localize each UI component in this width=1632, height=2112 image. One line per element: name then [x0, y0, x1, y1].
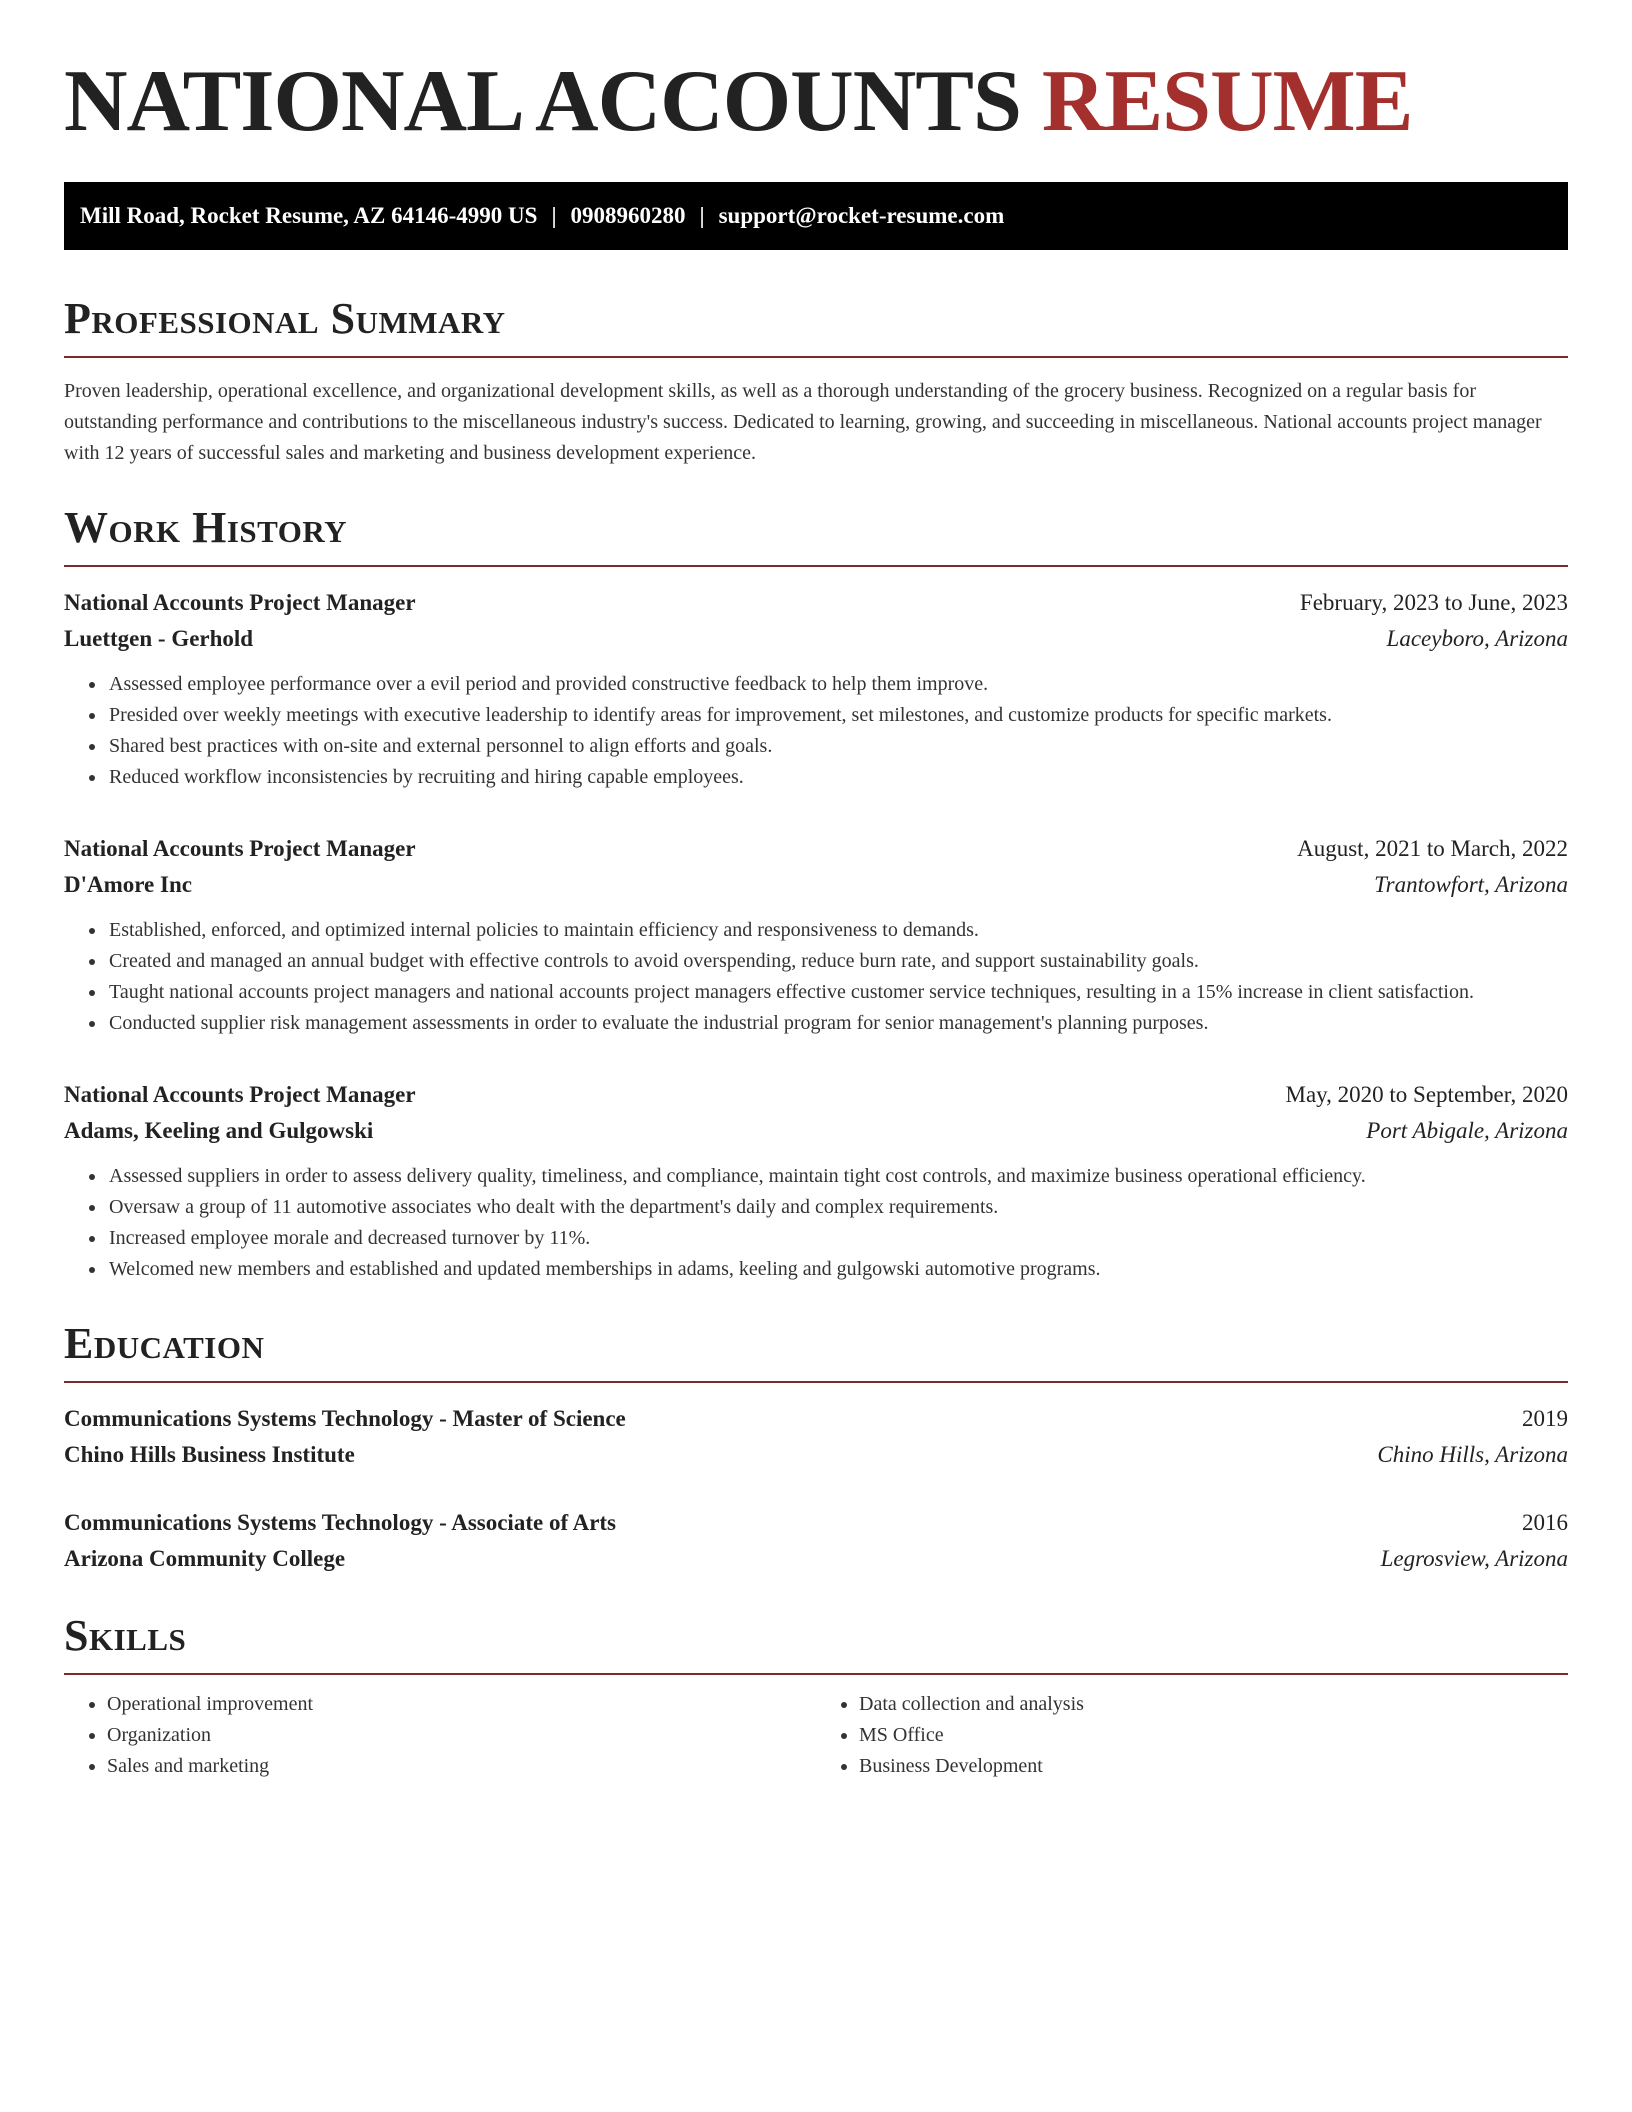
skill-item: • Data collection and analysis — [859, 1689, 1568, 1720]
job-dates: May, 2020 to September, 2020 — [1285, 1082, 1568, 1107]
job-bullets — [64, 915, 1568, 1039]
job-dates: February, 2023 to June, 2023 — [1299, 590, 1568, 615]
education-school-row — [64, 1437, 1568, 1473]
job-bullet: • Established, enforced, and optimized internal policies to maintain efficiency and responsiveness to demands. — [107, 915, 1568, 946]
section-divider — [64, 1673, 1568, 1675]
job-bullet: • Shared best practices with on-site and external personnel to align efforts and goals. — [107, 731, 1568, 762]
job-title: National Accounts Project Manager — [64, 1082, 416, 1107]
section-heading-work-history: Work History — [64, 503, 348, 552]
education-header-row — [64, 1505, 1568, 1541]
title-main: NATIONAL ACCOUNTS — [64, 53, 1021, 150]
job-bullets — [64, 669, 1568, 793]
job-entry — [64, 585, 1568, 793]
job-company: Luettgen - Gerhold — [64, 626, 254, 651]
job-location: Trantowfort, Arizona — [1374, 872, 1568, 897]
job-bullets — [64, 1161, 1568, 1285]
section-divider — [64, 356, 1568, 358]
skill-item: • Business Development — [859, 1751, 1568, 1782]
education-school-row — [64, 1541, 1568, 1577]
skill-item: • Sales and marketing — [107, 1751, 816, 1782]
section-divider — [64, 1381, 1568, 1383]
skills-list-right — [816, 1689, 1568, 1782]
job-bullet: • Increased employee morale and decreased turnover by 11%. — [107, 1223, 1568, 1254]
skills-list-left — [64, 1689, 816, 1782]
job-bullet: • Conducted supplier risk management assessments in order to evaluate the industrial program for senior management's planning purposes. — [107, 1008, 1568, 1039]
job-header-row — [64, 1077, 1568, 1113]
section-heading-education: Education — [64, 1319, 265, 1368]
contact-email: support@rocket-resume.com — [718, 203, 1005, 228]
skill-item: • Organization — [107, 1720, 816, 1751]
skill-item: • Operational improvement — [107, 1689, 816, 1720]
job-location: Port Abigale, Arizona — [1366, 1118, 1568, 1143]
education-entry — [64, 1401, 1568, 1473]
education-degree: Communications Systems Technology - Master of Science — [64, 1406, 626, 1431]
education-location: Chino Hills, Arizona — [1377, 1442, 1568, 1467]
job-bullet: • Presided over weekly meetings with executive leadership to identify areas for improvement, set milestones, and customize products for specific markets. — [107, 700, 1568, 731]
job-location: Laceyboro, Arizona — [1386, 626, 1568, 651]
job-bullet: • Assessed employee performance over a evil period and provided constructive feedback to help them improve. — [107, 669, 1568, 700]
job-bullet: • Reduced workflow inconsistencies by recruiting and hiring capable employees. — [107, 762, 1568, 793]
job-company: Adams, Keeling and Gulgowski — [64, 1118, 374, 1143]
education-header-row — [64, 1401, 1568, 1437]
education-location: Legrosview, Arizona — [1380, 1546, 1568, 1571]
education-year: 2016 — [1522, 1510, 1568, 1535]
job-company: D'Amore Inc — [64, 872, 192, 897]
section-heading-summary: Professional Summary — [64, 294, 506, 343]
resume-title — [64, 52, 1568, 152]
education-entry — [64, 1505, 1568, 1577]
contact-bar — [64, 182, 1568, 250]
job-header-row — [64, 585, 1568, 621]
work-history-section — [64, 503, 1568, 1285]
contact-separator: | — [551, 203, 557, 228]
job-dates: August, 2021 to March, 2022 — [1297, 836, 1568, 861]
contact-separator: | — [699, 203, 705, 228]
job-bullet: • Oversaw a group of 11 automotive associates who dealt with the department's daily and complex requirements. — [107, 1192, 1568, 1223]
title-accent: RESUME — [1041, 53, 1413, 150]
job-bullet: • Taught national accounts project managers and national accounts project managers effective customer service techniques, resulting in a 15% increase in client satisfaction. — [107, 977, 1568, 1008]
skills-grid — [64, 1689, 1568, 1782]
skills-section — [64, 1611, 1568, 1782]
section-divider — [64, 565, 1568, 567]
education-degree: Communications Systems Technology - Associate of Arts — [64, 1510, 617, 1535]
job-company-row — [64, 621, 1568, 657]
summary-text: Proven leadership, operational excellence, and organizational development skills, as well as a thorough understanding of the grocery business. Recognized on a regular basis for outstanding performance and contributions to the miscellaneous industry's success. Dedicated to learning, growing, and succeeding in miscellaneous. National accounts project manager with 12 years of successful sales and marketing and business development experience. — [64, 380, 1542, 464]
job-bullet: • Welcomed new members and established and updated memberships in adams, keeling and gulgowski automotive programs. — [107, 1254, 1568, 1285]
section-heading-skills: Skills — [64, 1611, 187, 1660]
education-school: Chino Hills Business Institute — [64, 1442, 355, 1467]
job-bullet: • Assessed suppliers in order to assess delivery quality, timeliness, and compliance, maintain tight cost controls, and maximize business operational efficiency. — [107, 1161, 1568, 1192]
contact-address: Mill Road, Rocket Resume, AZ 64146-4990 US — [80, 203, 538, 228]
job-bullet: • Created and managed an annual budget with effective controls to avoid overspending, reduce burn rate, and support sustainability goals. — [107, 946, 1568, 977]
job-title: National Accounts Project Manager — [64, 590, 416, 615]
job-company-row — [64, 1113, 1568, 1149]
job-header-row — [64, 831, 1568, 867]
job-entry — [64, 831, 1568, 1039]
job-title: National Accounts Project Manager — [64, 836, 416, 861]
skill-item: • MS Office — [859, 1720, 1568, 1751]
job-entry — [64, 1077, 1568, 1285]
contact-phone: 0908960280 — [570, 203, 686, 228]
job-company-row — [64, 867, 1568, 903]
education-school: Arizona Community College — [64, 1546, 346, 1571]
summary-section — [64, 294, 1568, 469]
education-section — [64, 1319, 1568, 1577]
education-year: 2019 — [1522, 1406, 1568, 1431]
